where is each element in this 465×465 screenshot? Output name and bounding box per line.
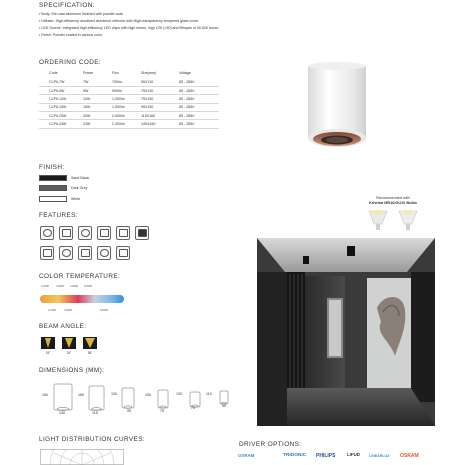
- feature-eco-icon: [59, 246, 73, 260]
- recommended-bulbs-image: [366, 208, 422, 234]
- installation-room-photo: [257, 238, 435, 426]
- spec-item: • Finish: Powder coated in various color.: [39, 33, 103, 37]
- table-cell: 12W: [83, 95, 112, 103]
- column-header: Size(mm): [141, 71, 157, 75]
- table-cell: CLPIL7W: [39, 78, 83, 86]
- driver-brand-logo: TRIDONIC: [283, 453, 307, 458]
- dim-width-label: 95: [127, 409, 131, 413]
- table-cell: 7W: [83, 78, 112, 86]
- table-row: [39, 112, 219, 120]
- dim-height-label: 130: [176, 392, 182, 396]
- dimensions-title: DIMENSIONS (MM):: [39, 367, 105, 374]
- table-cell: 140X160: [141, 120, 179, 128]
- table-header-row: [39, 71, 219, 78]
- color-temperature-title: COLOR TEMPERATURE:: [39, 273, 121, 280]
- cct-label: 3,500K: [64, 309, 73, 312]
- feature-certification-icon: [116, 226, 130, 240]
- driver-brand-logo: OSRAM: [238, 453, 255, 458]
- table-cell: CLPIL20W: [39, 112, 83, 120]
- cct-label: 4,000K: [70, 285, 79, 288]
- finish-label: Dark Grey: [71, 186, 88, 190]
- column-header: Power: [83, 71, 94, 75]
- finish-swatch-white: [39, 196, 67, 202]
- table-cell: CLPIL15W: [39, 103, 83, 111]
- table-cell: 24W: [83, 120, 112, 128]
- dim-width-label: 75: [160, 409, 164, 413]
- dim-width-label: 55: [222, 404, 226, 408]
- dim-height-label: 160: [42, 393, 48, 397]
- feature-lifespan-icon: [40, 246, 54, 260]
- cct-label: 2,200K: [41, 285, 50, 288]
- dim-width-label: 115: [92, 411, 98, 415]
- driver-brand-logo: PHILIPS: [316, 453, 336, 459]
- recommended-line1: Recommended with: [376, 196, 410, 200]
- spec-item: • Body: Die-cast aluminum finished with powder coat.: [39, 12, 124, 16]
- table-cell: 1,500lm: [112, 103, 141, 111]
- table-row: [39, 120, 219, 128]
- table-cell: 20W: [83, 112, 112, 120]
- cct-label: 3,000K: [56, 285, 65, 288]
- driver-options-title: DRIVER OPTIONS:: [239, 441, 302, 448]
- finish-title: FINISH:: [39, 164, 65, 171]
- ordering-code-title: ORDERING CODE:: [39, 59, 102, 66]
- table-cell: 85 - 265V: [179, 120, 219, 128]
- cct-label: 6,500K: [100, 309, 109, 312]
- features-title: FEATURES:: [39, 212, 78, 219]
- product-downlight-image: [300, 60, 375, 155]
- table-cell: 85 - 265V: [179, 103, 219, 111]
- dim-height-label: 110: [206, 392, 212, 396]
- table-cell: 55X110: [141, 78, 179, 86]
- feature-cri-icon: [59, 226, 73, 240]
- table-row: [39, 95, 219, 103]
- feature-warranty-icon: [78, 246, 92, 260]
- table-cell: 700lm: [112, 78, 141, 86]
- cct-label: 2,700K: [48, 309, 57, 312]
- feature-dimmable-icon: [40, 226, 54, 240]
- beam-24-icon: [62, 337, 76, 349]
- dim-height-label: 150: [145, 393, 151, 397]
- table-row: [39, 103, 219, 111]
- table-cell: 15W: [83, 103, 112, 111]
- specification-list: [39, 11, 219, 39]
- spec-item: • Diffuser: High-efficiency anodized aluminum reflector with High-transparency tempered glass cover.: [39, 19, 200, 23]
- table-row: [39, 78, 219, 86]
- column-header: Flux: [112, 71, 119, 75]
- finish-swatch-dark-grey: [39, 185, 67, 191]
- table-cell: 85 - 265V: [179, 112, 219, 120]
- dim-height-label: 150: [111, 392, 117, 396]
- column-header: Voltage: [179, 71, 191, 75]
- color-temperature-bar: [40, 295, 124, 303]
- table-cell: 85 - 265V: [179, 95, 219, 103]
- table-cell: 1,200lm: [112, 95, 141, 103]
- driver-brand-logo: OSRAM: [400, 453, 419, 459]
- table-cell: 75X130: [141, 86, 179, 94]
- dim-width-label: 140: [59, 411, 65, 415]
- feature-flicker-free-icon: [78, 226, 92, 240]
- dimension-drawings: [40, 382, 240, 416]
- spec-item: • LED Source: Integrated high-efficiency LED chips with high lumen, high CRI (>90) and lifespan of 50,000 hours.: [39, 26, 219, 30]
- feature-recyclable-icon: [97, 246, 111, 260]
- feature-ip-rating-icon: [135, 226, 149, 240]
- ordering-code-table: [39, 71, 219, 129]
- driver-brand-logo: LINEARLUX: [369, 454, 390, 458]
- dim-height-label: 160: [78, 393, 84, 397]
- finish-label: Sand Black: [71, 176, 90, 180]
- table-cell: 85 - 265V: [179, 86, 219, 94]
- table-cell: 2,000lm: [112, 112, 141, 120]
- table-cell: 75X150: [141, 95, 179, 103]
- feature-heat-sink-icon: [116, 246, 130, 260]
- beam-angle-label: 36°: [87, 351, 93, 355]
- table-cell: 9W: [83, 86, 112, 94]
- cct-label: 5,000K: [84, 285, 93, 288]
- table-row: [39, 86, 219, 94]
- finish-label: White: [71, 197, 81, 201]
- beam-36-icon: [83, 337, 97, 349]
- finish-swatch-sand-black: [39, 175, 67, 181]
- specification-title: SPECIFICATION:: [39, 2, 95, 9]
- light-distribution-title: LIGHT DISTRIBUTION CURVES:: [39, 436, 146, 443]
- recommended-line2: Kristina MR16/GU10 Bulbs: [369, 201, 417, 205]
- beam-angle-title: BEAM ANGLE:: [39, 323, 87, 330]
- table-cell: CLPIL12W: [39, 95, 83, 103]
- table-cell: 95X150: [141, 103, 179, 111]
- column-header: Code: [49, 71, 58, 75]
- table-cell: CLPIL24W: [39, 120, 83, 128]
- beam-15-icon: [41, 337, 55, 349]
- table-cell: 115X160: [141, 112, 179, 120]
- table-cell: 900lm: [112, 86, 141, 94]
- beam-angle-label: 24°: [66, 351, 72, 355]
- table-cell: 85 - 265V: [179, 78, 219, 86]
- dim-width-label: 75: [191, 406, 195, 410]
- light-distribution-curve-chart: [40, 449, 124, 465]
- feature-driver-icon: [97, 226, 111, 240]
- beam-angle-label: 15°: [45, 351, 51, 355]
- table-cell: 2,400lm: [112, 120, 141, 128]
- table-cell: CLPIL9W: [39, 86, 83, 94]
- driver-brand-logo: LIFUD: [347, 452, 360, 457]
